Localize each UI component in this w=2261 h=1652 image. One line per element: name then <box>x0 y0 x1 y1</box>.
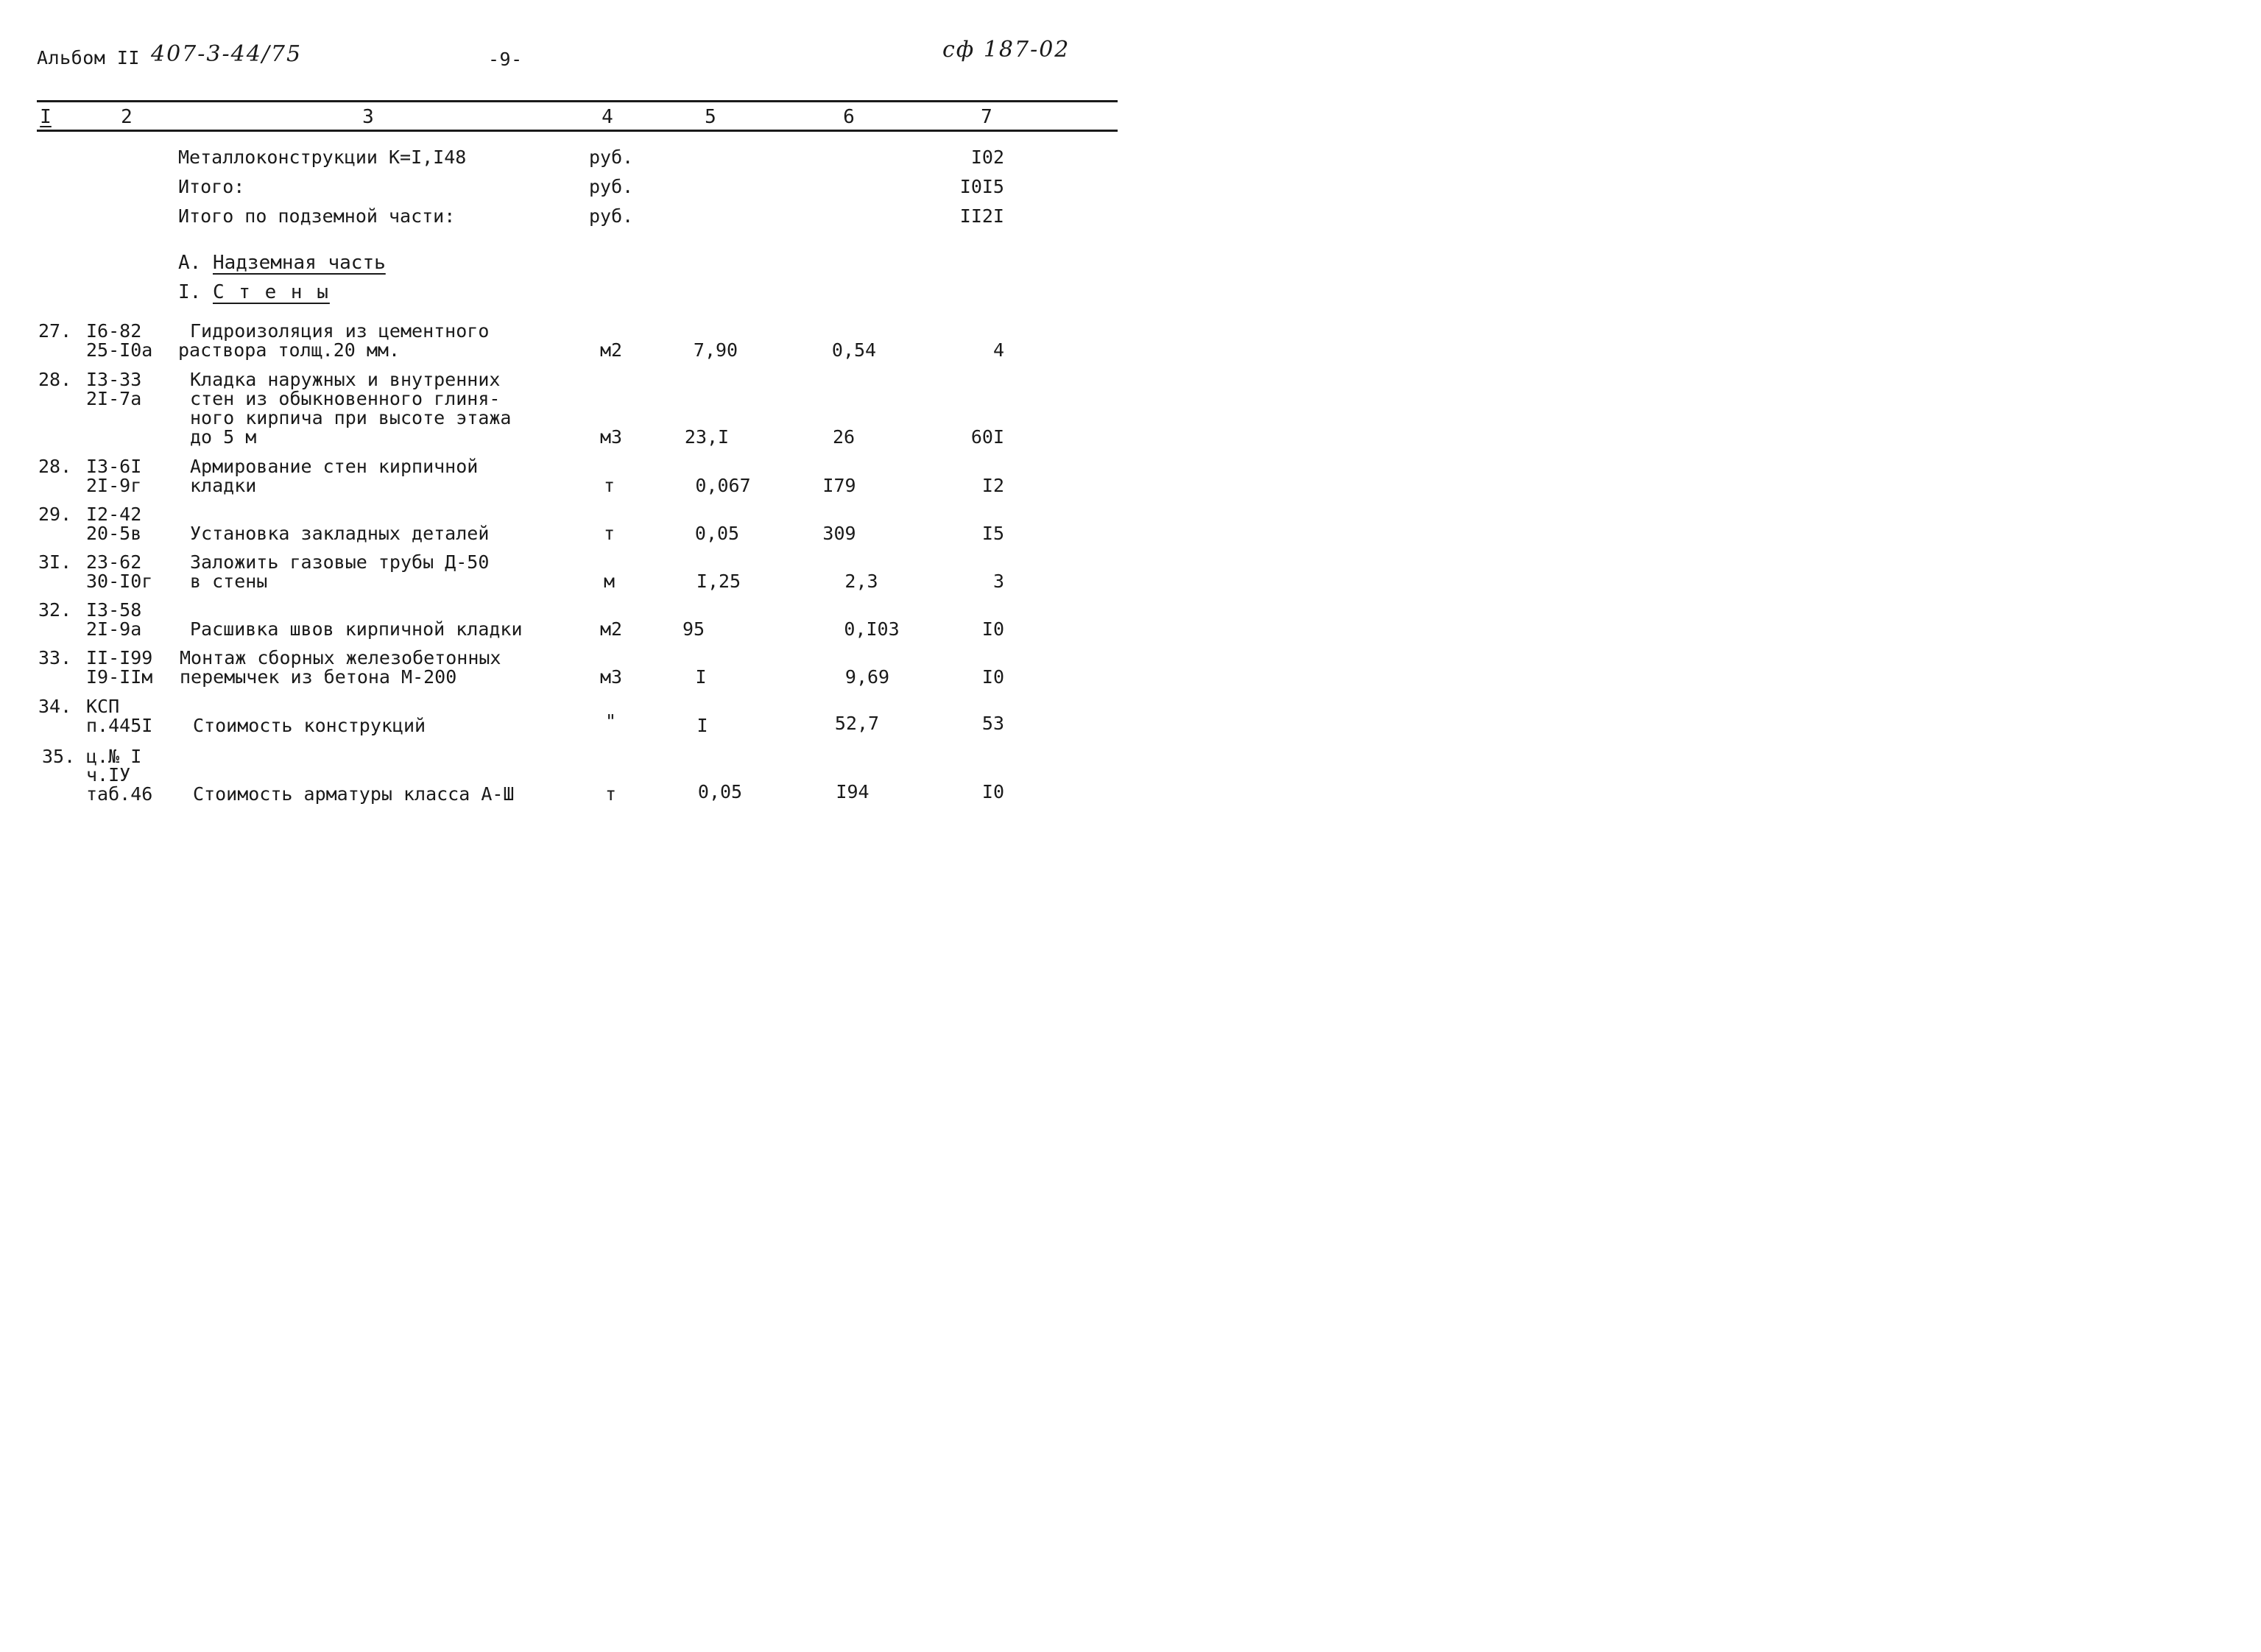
row-description: ного кирпича при высоте этажа <box>190 407 512 428</box>
row-number: 29. <box>38 504 72 525</box>
row-code: КСП <box>86 696 120 717</box>
row-code: I3-6I <box>86 456 142 477</box>
page-number: -9- <box>488 49 523 70</box>
row-total: 4 <box>992 339 1004 361</box>
row-price: I79 <box>822 475 856 496</box>
row-description: в стены <box>190 571 268 592</box>
subtotal-unit: руб. <box>589 147 634 168</box>
row-price: 9,69 <box>844 666 890 688</box>
row-description: Армирование стен кирпичной <box>190 456 479 477</box>
row-unit: т <box>605 783 617 805</box>
row-quantity: 95 <box>682 618 705 640</box>
row-quantity: 0,067 <box>695 475 751 496</box>
row-description: раствора толщ.20 мм. <box>178 339 401 361</box>
header-bottom-rule <box>37 130 1118 132</box>
row-quantity: I <box>696 715 708 736</box>
subsection-heading <box>178 281 330 303</box>
row-number: 27. <box>38 320 72 342</box>
row-code: 2I-9г <box>86 475 142 496</box>
subtotal-name: Металлоконструкции К=I,I48 <box>178 147 467 168</box>
row-total: 3 <box>992 571 1004 592</box>
subsection-prefix: I. <box>178 281 202 303</box>
row-description: Заложить газовые трубы Д-50 <box>190 551 490 573</box>
row-price: 0,54 <box>831 339 877 361</box>
column-number-7: 7 <box>981 106 992 128</box>
row-quantity: 0,05 <box>694 523 740 544</box>
subtotal-unit: руб. <box>589 176 634 197</box>
column-number-2: 2 <box>121 106 133 128</box>
row-total: I2 <box>981 475 1004 496</box>
row-total: I0 <box>981 781 1004 802</box>
row-code: 25-I0а <box>86 339 153 361</box>
row-quantity: 0,05 <box>697 781 743 802</box>
column-number-1: I <box>40 106 52 128</box>
row-number: 28. <box>38 456 72 477</box>
row-code: I2-42 <box>86 504 142 525</box>
row-unit: т <box>604 475 615 496</box>
album-label: Альбом II <box>37 47 140 68</box>
row-description: Стоимость арматуры класса А-Ш <box>193 783 515 805</box>
section-title: Надземная часть <box>212 252 386 274</box>
row-code: 2I-7а <box>86 388 142 409</box>
row-total: I5 <box>981 523 1004 544</box>
row-number: 3I. <box>38 551 72 573</box>
table-top-rule <box>37 100 1118 102</box>
row-description: кладки <box>190 475 257 496</box>
row-number: 34. <box>38 696 72 717</box>
row-description: перемычек из бетона М-200 <box>180 666 457 688</box>
row-quantity: 23,I <box>684 426 730 448</box>
section-prefix: А. <box>178 252 202 274</box>
row-price: 309 <box>822 523 856 544</box>
row-unit: т <box>604 523 615 544</box>
subtotal-total: I0I5 <box>959 176 1004 197</box>
row-quantity: I <box>695 666 707 688</box>
column-number-5: 5 <box>705 106 716 128</box>
row-description: Монтаж сборных железобетонных <box>180 647 501 668</box>
row-unit: " <box>605 710 617 732</box>
row-code: ч.IУ <box>86 764 131 786</box>
subtotal-unit: руб. <box>589 205 634 227</box>
row-code: II-I99 <box>86 647 153 668</box>
row-number: 32. <box>38 599 72 621</box>
subtotal-name: Итого по подземной части: <box>178 205 456 227</box>
row-description: Расшивка швов кирпичной кладки <box>190 618 523 640</box>
row-price: 26 <box>832 426 856 448</box>
row-total: I0 <box>981 618 1004 640</box>
column-number-4: 4 <box>602 106 613 128</box>
row-total: 53 <box>981 713 1004 734</box>
row-price: 2,3 <box>844 571 878 592</box>
section-heading <box>178 252 386 274</box>
row-code: ц.№ I <box>86 746 142 767</box>
row-unit: м <box>604 571 615 592</box>
row-code: 20-5в <box>86 523 142 544</box>
row-description: Кладка наружных и внутренних <box>190 369 501 390</box>
row-description: до 5 м <box>190 426 257 448</box>
subtotal-total: II2I <box>959 205 1004 227</box>
row-description: Установка закладных деталей <box>190 523 490 544</box>
row-code: 2I-9а <box>86 618 142 640</box>
row-unit: м2 <box>600 618 623 640</box>
row-price: 52,7 <box>834 713 880 734</box>
row-quantity: I,25 <box>696 571 741 592</box>
row-code: п.445I <box>86 715 153 736</box>
row-code: таб.46 <box>86 783 153 805</box>
subtotal-total: I02 <box>970 147 1004 168</box>
row-description: Гидроизоляция из цементного <box>190 320 490 342</box>
row-unit: м3 <box>600 666 623 688</box>
sheet-code: сф 187-02 <box>942 37 1070 63</box>
row-quantity: 7,90 <box>693 339 738 361</box>
row-unit: м2 <box>600 339 623 361</box>
row-code: I6-82 <box>86 320 142 342</box>
row-number: 33. <box>38 647 72 668</box>
subsection-title: С т е н ы <box>212 281 330 303</box>
row-unit: м3 <box>600 426 623 448</box>
row-code: 23-62 <box>86 551 142 573</box>
row-price: I94 <box>836 781 870 802</box>
row-total: 60I <box>970 426 1004 448</box>
row-code: I3-33 <box>86 369 142 390</box>
row-description: стен из обыкновенного глиня- <box>190 388 501 409</box>
row-code: I3-58 <box>86 599 142 621</box>
column-number-6: 6 <box>843 106 855 128</box>
project-code: 407-3-44/75 <box>151 41 303 67</box>
subtotal-name: Итого: <box>178 176 245 197</box>
row-total: I0 <box>981 666 1004 688</box>
row-code: 30-I0г <box>86 571 153 592</box>
column-number-3: 3 <box>362 106 374 128</box>
row-description: Стоимость конструкций <box>193 715 426 736</box>
row-price: 0,I03 <box>844 618 900 640</box>
row-code: I9-IIм <box>86 666 153 688</box>
row-number: 28. <box>38 369 72 390</box>
row-number: 35. <box>42 746 76 767</box>
